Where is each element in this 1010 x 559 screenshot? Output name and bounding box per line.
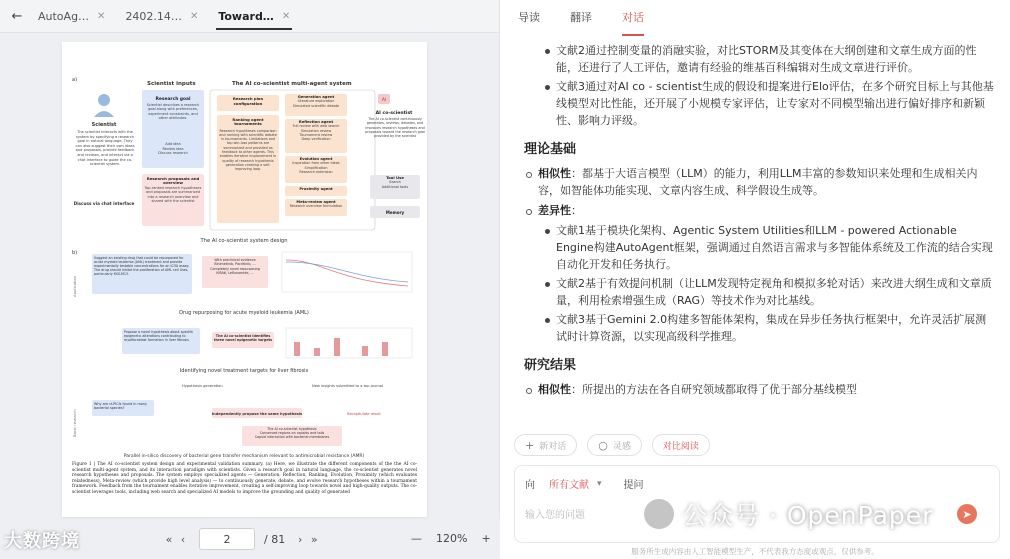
watermark-text: 公众号 · OpenPaper bbox=[682, 501, 934, 530]
document-tab[interactable] bbox=[115, 0, 208, 33]
scientist-inputs-heading: Scientist inputs bbox=[147, 81, 196, 87]
tab-translate[interactable]: 翻译 bbox=[570, 11, 592, 24]
document-tab-bar bbox=[0, 0, 499, 33]
compare-reading-label: 对比阅读 bbox=[662, 441, 699, 452]
similarity-text: ：都基于大语言模型（LLM）的能力，利用LLM丰富的参数知识来处理和生成相关内容，如智能体功能实现、文章内容生成、科学假设生成等。 bbox=[538, 167, 978, 197]
agent-list: Generation agentLiterature exploration Simulated scientific debate Reflection agentFull review with web search Simulation review Tournament review Deep verification Evolution agentInspiration from other ideas Simplification Research extension Proximity agent Meta-review agentResearch overview formulation bbox=[285, 94, 347, 217]
tab-guide[interactable]: 导读 bbox=[518, 11, 540, 24]
figure-caption: Figure 1 | The AI co-scientist system design and experimental validation summary. (a) Here, we illustrate the different components of the the AI co-scientist multi-agent system, and its interaction paradigm with scientists. Given a research goal in natural language, the co-scientist generates novel research hypotheses and proposals. The system employs specialized agents — Generation, Reflection, Ranking, Evolution, Proximity (which evaluates relatedness), Meta-review (which provide high level analysis) — to continuously generate, debate, and evolve research hypotheses within a tournament framework. Feedback from the tournament enables iterative improvement, creating a self-improving loop towards novel and high-quality outputs. The co-scientist leverages tools, including web search and specialized AI models to improve the grounding and quality of generated bbox=[72, 462, 417, 495]
disclaimer: 服务所生成内容由人工智能模型生产，不代表我方态度或观点，仅供参考。 bbox=[631, 547, 879, 556]
aml-caption: Drug repurposing for acute myeloid leukemia (AML) bbox=[179, 310, 309, 316]
page-navigator bbox=[162, 528, 321, 550]
research-plan-label: Research plan configuration bbox=[232, 96, 264, 106]
ai-badge-label: AI bbox=[381, 97, 387, 102]
fibrosis-bar-chart bbox=[286, 328, 412, 358]
section-heading-results: 研究结果 bbox=[524, 358, 577, 373]
send-icon[interactable]: ➤ bbox=[957, 504, 977, 524]
amr-result: The AI co-scientist hypothesis Conserved regions on capsids and tails Capsid interaction with bacterial membranes bbox=[254, 427, 330, 440]
research-goal-actions: Add idea Review idea Discuss research bbox=[158, 142, 188, 156]
lightbulb-icon: ○ bbox=[598, 438, 608, 452]
inspiration-button[interactable] bbox=[587, 434, 642, 456]
amr-recap: Recapitulate result bbox=[347, 412, 381, 416]
amr-prompt: Why are cf-PICIs found in many bacterial species? bbox=[94, 402, 147, 411]
result-text: ：所提出的方法在各自研究领域都取得了优于部分基线模型 bbox=[571, 383, 857, 396]
question-input[interactable]: 输入您的问题 bbox=[525, 510, 585, 521]
list-item: 文献3通过对AI co - scientist生成的假设和提案进行Elo评估，在多个研究目标上与其他基线模型对比性能，还开展了小规模专家评估，让专家对不同模型输出进行偏好排序和新颖性、影响力评级。 bbox=[524, 78, 994, 129]
tab-chat[interactable]: 对话 bbox=[622, 0, 644, 36]
amr-hypothesis-gen: Hypothesis generation bbox=[182, 384, 223, 388]
watermark-logo: 大数跨境 bbox=[4, 531, 80, 552]
aml-result: With preclinical evidence Binimetinib, Pacritinib, ... Completely novel repurposing KIRA6, Leflunomide, ... bbox=[210, 258, 260, 275]
back-arrow-icon[interactable]: ← bbox=[11, 8, 23, 24]
pdf-toolbar bbox=[0, 519, 500, 559]
fibrosis-prompt: Propose a novel hypothesis about specific epigenetic alterations contributing to myofibroblast formation in liver fibrosis bbox=[124, 330, 194, 343]
new-chat-label: 新对话 bbox=[539, 441, 567, 452]
difference-colon: ： bbox=[571, 204, 582, 217]
fibrosis-result: The AI co-scientist identifies three novel epigenetic targets bbox=[213, 334, 273, 343]
figure-1 bbox=[62, 42, 427, 517]
research-goal-title: Research goal bbox=[155, 97, 191, 102]
ranking-text: Ranking agent tournamentsResearch hypotheses comparison and ranking with scientific debate in tournaments. Limitations and top win-loss patterns are summarized and provided as feedback to other agents. This enables iterative improvement in quality of research hypothesis generation creating a self-improving loop. bbox=[219, 117, 277, 172]
panel-label-a: a) bbox=[72, 77, 78, 83]
scientist-desc: The scientist interacts with the system by specifying a research goal in natural language. They can also suggest their own ideas and proposals, provide feedback and reviews, and interact via a chat interface to guide the co-scientist system. bbox=[75, 130, 135, 167]
scientist-label: Scientist bbox=[91, 122, 117, 128]
pdf-page[interactable] bbox=[62, 42, 427, 517]
document-tab-active[interactable] bbox=[208, 0, 300, 33]
multi-agent-heading: The AI co-scientist multi-agent system bbox=[232, 81, 352, 87]
assistant-panel bbox=[500, 0, 1010, 559]
watermark-openpaper bbox=[644, 496, 933, 532]
next-page-icon[interactable]: › bbox=[298, 532, 303, 546]
discuss-label: Discuss via chat interface bbox=[73, 201, 135, 206]
panel-label-b: b) bbox=[72, 250, 78, 256]
inspiration-label: 灵感 bbox=[612, 441, 631, 452]
list-item bbox=[524, 202, 994, 219]
chevron-down-icon[interactable]: ▾ bbox=[597, 478, 602, 489]
research-goal-desc: Scientist describes a research goal along with preferences, experiment constraints, and other attributes. bbox=[146, 103, 200, 121]
similarity-label: 相似性 bbox=[538, 167, 571, 180]
list-item bbox=[524, 381, 994, 398]
amr-mid: Independently propose the same hypothesis bbox=[211, 412, 303, 416]
close-icon[interactable]: ✕ bbox=[189, 10, 199, 22]
ai-coscientist-title: AI co-scientist bbox=[375, 111, 413, 116]
list-item: 文献3基于Gemini 2.0构建多智能体架构，集成在异步任务执行框架中，允许灵活扩展测试时计算资源，以实现高级科学推理。 bbox=[524, 311, 994, 345]
zoom-level[interactable]: 120% bbox=[436, 532, 468, 545]
amr-new-insights: New insights submitted to a top journal bbox=[312, 384, 383, 388]
tool-use-text: Tool UseSearch Additional tools bbox=[381, 175, 409, 189]
aml-dose-curve bbox=[282, 252, 412, 292]
assistant-tabs bbox=[500, 0, 1010, 36]
first-page-icon[interactable]: « bbox=[165, 532, 173, 546]
tab-label: AutoAg… bbox=[38, 9, 90, 23]
close-icon[interactable]: ✕ bbox=[97, 10, 106, 22]
list-item bbox=[524, 165, 994, 199]
compare-reading-button[interactable] bbox=[652, 434, 710, 456]
new-chat-button[interactable] bbox=[514, 434, 577, 456]
chat-actions bbox=[514, 434, 720, 456]
ask-label: 提问 bbox=[623, 480, 644, 491]
zoom-control bbox=[404, 532, 498, 545]
document-tab[interactable] bbox=[28, 0, 115, 33]
wechat-icon bbox=[644, 499, 674, 529]
list-item: 文献2通过控制变量的消融实验，对比STORM及其变体在大纲创建和文章生成方面的性能，还进行了人工评估，邀请有经验的维基百科编辑对生成文章进行评价。 bbox=[524, 42, 994, 76]
close-icon[interactable]: ✕ bbox=[281, 10, 291, 22]
scope-prefix: 向 bbox=[525, 480, 535, 491]
fibrosis-caption: Identifying novel treatment targets for liver fibrosis bbox=[179, 368, 309, 374]
zoom-in-icon[interactable]: + bbox=[481, 532, 491, 545]
amr-caption: Parallel in-silico discovery of bacterial gene transfer mechanism relevant to antimicrobial resistance (AMR) bbox=[123, 454, 365, 459]
page-total: / 81 bbox=[264, 532, 286, 546]
pdf-viewer bbox=[0, 0, 500, 559]
scientist-icon bbox=[98, 94, 110, 106]
ai-coscientist-desc: The AI co-scientist continuously generates, reviews, debates, and improves research hypotheses and proposals toward the research goal provided by the scientist bbox=[365, 117, 425, 139]
tab-label: Toward… bbox=[218, 9, 274, 23]
plus-icon: + bbox=[525, 438, 535, 452]
proposals-text: Research proposals and overviewTop-ranked research hypotheses and proposals are summarized into a research overview and shared with the scientist bbox=[144, 176, 202, 204]
scope-select[interactable]: 所有文献 bbox=[549, 480, 589, 491]
prev-page-icon[interactable]: ‹ bbox=[180, 532, 186, 546]
memory-label: Memory bbox=[385, 210, 405, 215]
side-label-application: Application bbox=[72, 275, 77, 297]
result-label: 相似性 bbox=[538, 383, 571, 396]
chat-answer bbox=[524, 42, 994, 396]
aml-prompt: Suggest an existing drug that could be repurposed for acute myeloid leukemia (AML) treatment and provide experimentally testable concentrations for an IC50 assay. The drug should inhibit the proliferation of AML cell lines, particularly MOLM13. bbox=[94, 256, 190, 277]
last-page-icon[interactable]: » bbox=[310, 532, 318, 546]
list-item: 文献1基于模块化架构、Agentic System Utilities和LLM - powered Actionable Engine构建AutoAgent框架，强调通过自然语言需求与多智能体系统及工作流的结合实现自动化开发和任务执行。 bbox=[524, 222, 994, 273]
fig-a-caption: The AI co-scientist system design bbox=[200, 238, 288, 244]
zoom-out-icon[interactable]: — bbox=[411, 532, 422, 545]
side-label-basic: Basic research bbox=[72, 409, 77, 437]
section-heading-theory: 理论基础 bbox=[524, 142, 577, 157]
scientist-body-icon bbox=[94, 111, 114, 117]
scope-row bbox=[525, 476, 644, 491]
tab-label: 2402.14… bbox=[125, 9, 182, 23]
difference-label: 差异性 bbox=[538, 204, 571, 217]
list-item: 文献2基于有效提问机制（让LLM发现特定视角和模拟多轮对话）来改进大纲生成和文章质量，利用检索增强生成（RAG）等技术作为对比基线。 bbox=[524, 275, 994, 309]
page-number-input[interactable]: 2 bbox=[199, 528, 255, 550]
